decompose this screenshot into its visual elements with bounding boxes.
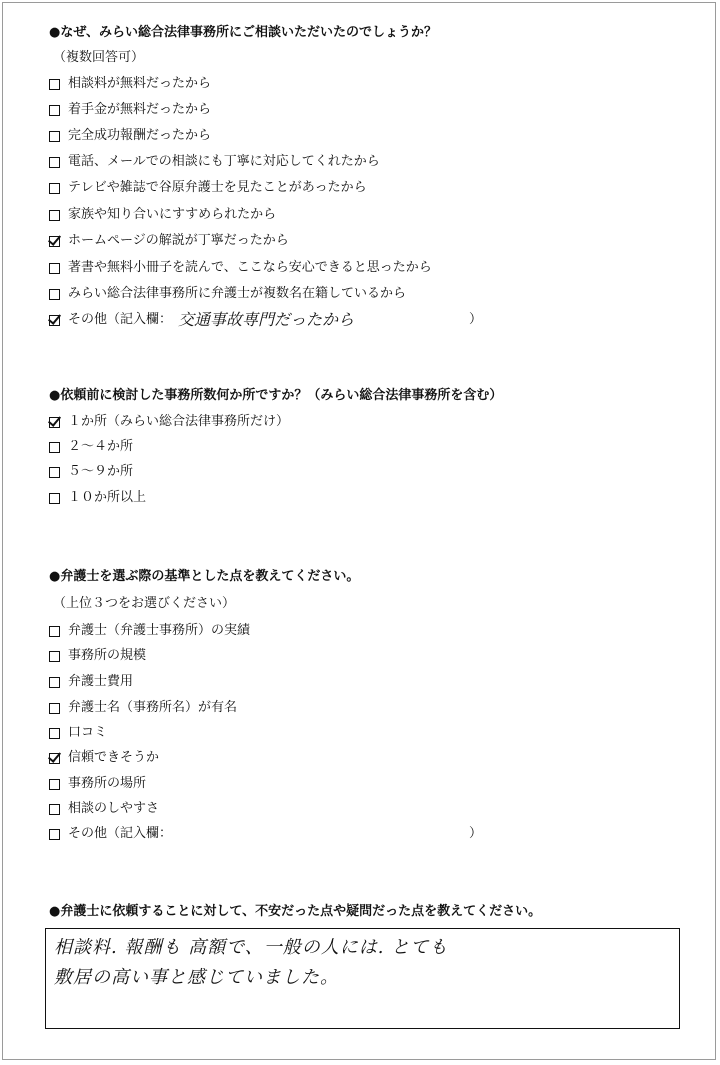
q3-title: ●弁護士を選ぶ際の基準とした点を教えてください。 xyxy=(49,569,360,584)
q4-title: ●弁護士に依頼することに対して、不安だった点や疑問だった点を教えてください。 xyxy=(49,904,542,919)
checkbox-option[interactable] xyxy=(49,414,289,430)
option-label: その他（記入欄： xyxy=(68,826,173,841)
checkbox-option[interactable] xyxy=(49,260,432,276)
checkbox-option[interactable] xyxy=(49,648,146,664)
option-label: 著書や無料小冊子を読んで、ここなら安心できると思ったから xyxy=(68,260,432,275)
option-label: テレビや雑誌で谷原弁護士を見たことがあったから xyxy=(68,180,367,195)
checkbox[interactable] xyxy=(49,829,60,840)
checkbox[interactable] xyxy=(49,677,60,688)
checkbox[interactable] xyxy=(49,442,60,453)
checkbox-option[interactable] xyxy=(49,439,133,455)
checkbox-option[interactable] xyxy=(49,180,367,196)
checkbox-option[interactable] xyxy=(49,102,211,118)
option-label: 信頼できそうか xyxy=(68,750,160,765)
checkbox[interactable] xyxy=(49,105,60,116)
checkbox[interactable] xyxy=(49,236,60,247)
checkbox[interactable] xyxy=(49,493,60,504)
option-label: １０か所以上 xyxy=(68,490,147,505)
option-label: 相談料が無料だったから xyxy=(68,76,212,91)
checkbox[interactable] xyxy=(49,651,60,662)
free-answer-box[interactable] xyxy=(45,928,680,1029)
checkbox[interactable] xyxy=(49,779,60,790)
checkbox[interactable] xyxy=(49,728,60,739)
checkbox[interactable] xyxy=(49,804,60,815)
checkbox-option[interactable] xyxy=(49,286,406,302)
option-label: 弁護士費用 xyxy=(68,674,134,689)
option-label: 電話、メールでの相談にも丁寧に対応してくれたから xyxy=(68,154,380,169)
option-label: 家族や知り合いにすすめられたから xyxy=(68,207,277,222)
option-label: ５～９か所 xyxy=(68,464,134,479)
checkbox[interactable] xyxy=(49,183,60,194)
q3-option-other[interactable] xyxy=(49,826,172,842)
checkbox[interactable] xyxy=(49,210,60,221)
checkbox[interactable] xyxy=(49,315,60,326)
option-label: 相談のしやすさ xyxy=(68,801,160,816)
checkbox-option[interactable] xyxy=(49,233,289,249)
option-label: ２～４か所 xyxy=(68,439,134,454)
option-label: みらい総合法律事務所に弁護士が複数名在籍しているから xyxy=(68,286,407,301)
checkbox-option[interactable] xyxy=(49,154,380,170)
checkbox-option[interactable] xyxy=(49,623,250,639)
option-label: 事務所の場所 xyxy=(68,776,147,791)
option-label: 完全成功報酬だったから xyxy=(68,128,212,143)
q3-note: （上位３つをお選びください） xyxy=(53,596,236,611)
checkbox[interactable] xyxy=(49,79,60,90)
checkbox-option[interactable] xyxy=(49,750,159,766)
checkbox[interactable] xyxy=(49,157,60,168)
checkbox-option[interactable] xyxy=(49,801,159,817)
checkbox-option[interactable] xyxy=(49,76,211,92)
checkbox-option[interactable] xyxy=(49,490,146,506)
option-label: 弁護士名（事務所名）が有名 xyxy=(68,700,238,715)
checkbox[interactable] xyxy=(49,131,60,142)
option-label: 事務所の規模 xyxy=(68,648,147,663)
q1-note: （複数回答可） xyxy=(53,50,145,65)
q2-title: ●依頼前に検討した事務所数何か所ですか？（みらい総合法律事務所を含む） xyxy=(49,388,503,403)
option-label: その他（記入欄： xyxy=(68,312,173,327)
checkbox[interactable] xyxy=(49,467,60,478)
answer-line-1: 相談料. 報酬も 高額で、一般の人には. とても xyxy=(54,937,449,958)
option-label: 口コミ xyxy=(68,725,108,740)
handwritten-answer: 交通事故専門だったから xyxy=(178,310,355,329)
checkbox-option[interactable] xyxy=(49,464,133,480)
close-paren: ） xyxy=(469,826,483,841)
survey-page xyxy=(2,2,716,1060)
q1-option-other[interactable] xyxy=(49,312,354,328)
option-label: ホームページの解説が丁寧だったから xyxy=(68,233,289,248)
checkbox-option[interactable] xyxy=(49,700,237,716)
option-label: 着手金が無料だったから xyxy=(68,102,212,117)
answer-line-2: 敷居の高い事と感じていました。 xyxy=(54,967,339,988)
checkbox[interactable] xyxy=(49,417,60,428)
checkbox[interactable] xyxy=(49,263,60,274)
option-label: 弁護士（弁護士事務所）の実績 xyxy=(68,623,251,638)
q1-title: ●なぜ、みらい総合法律事務所にご相談いただいたのでしょうか？ xyxy=(49,25,437,40)
checkbox-option[interactable] xyxy=(49,674,133,690)
checkbox[interactable] xyxy=(49,289,60,300)
checkbox-option[interactable] xyxy=(49,725,107,741)
checkbox[interactable] xyxy=(49,703,60,714)
checkbox-option[interactable] xyxy=(49,207,276,223)
close-paren: ） xyxy=(469,312,483,327)
checkbox-option[interactable] xyxy=(49,776,146,792)
option-label: １か所（みらい総合法律事務所だけ） xyxy=(68,414,290,429)
checkbox[interactable] xyxy=(49,753,60,764)
checkbox-option[interactable] xyxy=(49,128,211,144)
checkbox[interactable] xyxy=(49,626,60,637)
